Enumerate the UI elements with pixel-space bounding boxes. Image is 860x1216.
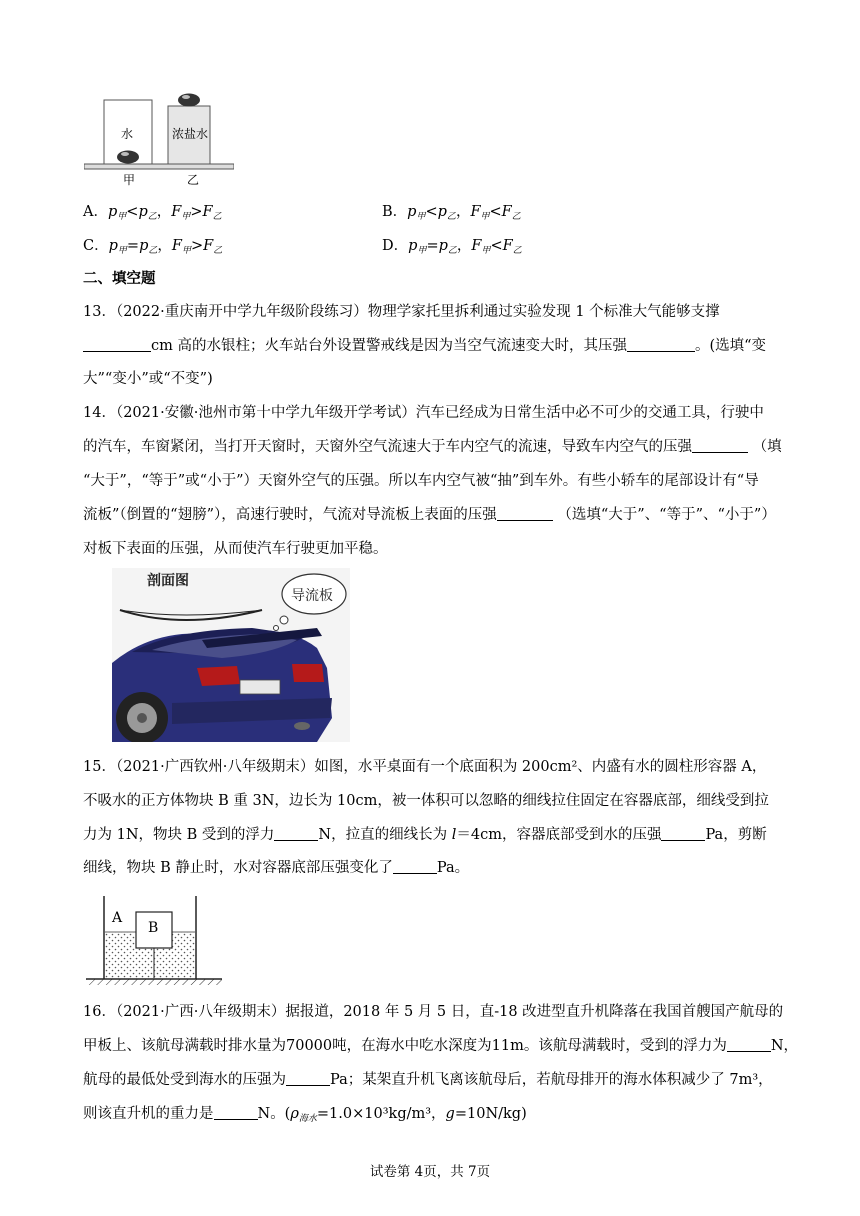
q14-line4: 流板”（倒置的“翅膀”），高速行驶时，气流对导流板上表面的压强 （选填“大于”、“等于”、“小于”） (83, 507, 776, 523)
answer-blank[interactable] (627, 337, 695, 352)
answer-blank[interactable] (286, 1071, 330, 1086)
section-heading: 二、填空题 (83, 271, 156, 287)
yi-caption: 乙 (187, 173, 200, 187)
q15-line2: 不吸水的正方体物块 B 重 3N，边长为 10cm，被一体积可以忽略的细线拉住固定在容器底部，细线受到拉 (83, 793, 769, 809)
brine-label: 浓盐水 (172, 127, 209, 141)
page-footer: 试卷第 4页，共 7页 (369, 1164, 491, 1180)
answer-blank[interactable] (214, 1105, 258, 1120)
water-label: 水 (121, 127, 134, 141)
jia-caption: 甲 (123, 173, 136, 187)
q15-line3: 力为 1N，物块 B 受到的浮力 N，拉直的细线长为 l＝4cm，容器底部受到水的压强 Pa，剪断 (83, 827, 767, 843)
q15-line1: 15．（2021·广西钦州·八年级期末）如图，水平桌面有一个底面积为 200cm²、内盛有水的圆柱形容器 A， (83, 759, 767, 775)
container-a-label: A (112, 910, 123, 926)
q14-line2: 的汽车，车窗紧闭，当打开天窗时，天窗外空气流速大于车内空气的流速，导致车内空气的压强 （填 (83, 439, 782, 455)
answer-blank[interactable] (727, 1037, 771, 1052)
q16-line2: 甲板上、该航母满载时排水量为70000吨，在海水中吃水深度为11m。该航母满载时，受到的浮力为 N， (83, 1038, 799, 1054)
answer-blank[interactable] (661, 826, 705, 841)
answer-blank[interactable] (497, 506, 553, 521)
option-b: B．$p_甲<p_乙$，$F_甲<F_乙$ (382, 204, 521, 222)
section-view-label: 剖面图 (147, 573, 189, 589)
q16-line4: 则该直升机的重力是 N。($\rho_{海水}=1.0\times 10^3kg/m^3$，g=10N/kg) (83, 1106, 527, 1124)
option-c: C．$p_甲=p_乙$，$F_甲>F_乙$ (83, 238, 223, 256)
q16-line1: 16．（2021·广西·八年级期末）据报道，2018 年 5 月 5 日，直-18 改进型直升机降落在我国首艘国产航母的 (83, 1004, 784, 1020)
container-block-figure (84, 888, 224, 986)
q14-line3: “大于”，“等于”或“小于”）天窗外空气的压强。所以车内空气被“抽”到车外。有些小轿车的尾部设计有“导 (83, 473, 759, 489)
q16-line3: 航母的最低处受到海水的压强为 Pa；某架直升机飞离该航母后，若航母排开的海水体积减少了 7m³， (83, 1072, 773, 1088)
answer-blank[interactable] (83, 337, 151, 352)
q14-line1: 14．（2021·安徽·池州市第十中学九年级开学考试）汽车已经成为日常生活中必不可少的交通工具，行驶中 (83, 405, 764, 421)
q14-line5: 对板下表面的压强，从而使汽车行驶更加平稳。 (83, 541, 388, 557)
option-d: D．$p_甲=p_乙$，$F_甲<F_乙$ (382, 238, 522, 256)
q13-line2: cm 高的水银柱；火车站台外设置警戒线是因为当空气流速变大时，其压强 。(选填“变 (83, 336, 766, 356)
answer-blank[interactable] (274, 826, 318, 841)
option-a: A．$p_甲<p_乙$，$F_甲>F_乙$ (83, 204, 222, 222)
block-b-label: B (148, 920, 159, 936)
spoiler-label: 导流板 (291, 588, 333, 604)
q13-line1: 13．（2022·重庆南开中学九年级阶段练习）物理学家托里拆利通过实验发现 1 个标准大气能够支撑 (83, 304, 720, 320)
containers-figure (84, 88, 234, 186)
answer-blank[interactable] (692, 438, 748, 453)
q15-line4: 细线，物块 B 静止时，水对容器底部压强变化了 Pa。 (83, 860, 470, 876)
q13-line3: 大”“变小”或“不变”) (83, 371, 213, 387)
answer-blank[interactable] (393, 859, 437, 874)
